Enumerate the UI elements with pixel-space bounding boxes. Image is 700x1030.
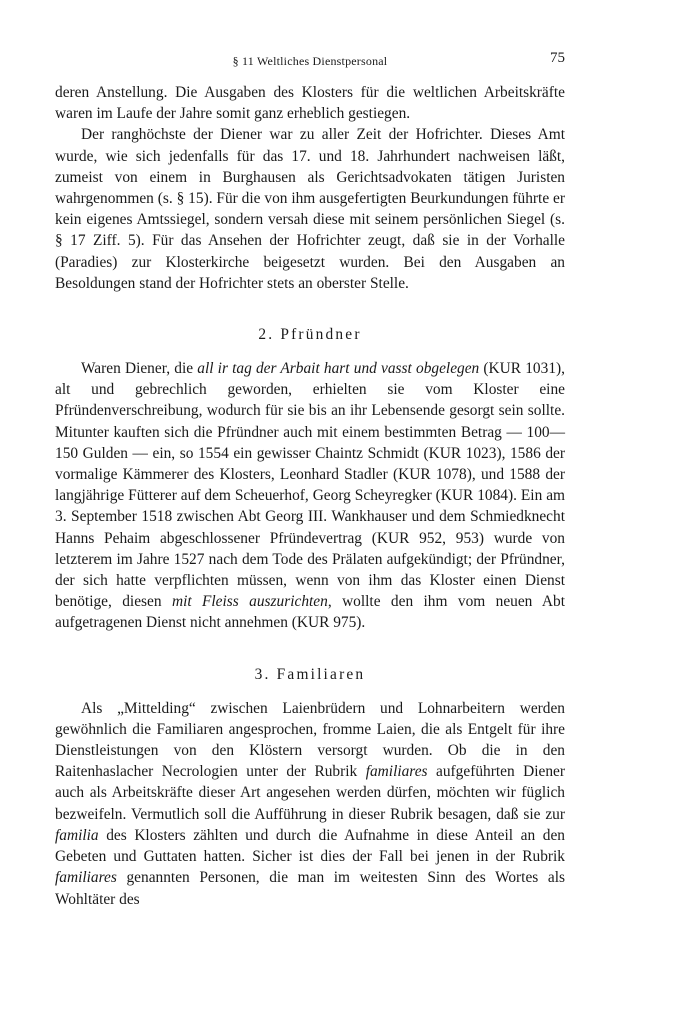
text-run: Waren Diener, die bbox=[81, 360, 198, 378]
running-title: § 11 Weltliches Dienstpersonal bbox=[232, 54, 388, 68]
section-heading-pfruendner: 2. Pfründner bbox=[258, 326, 362, 344]
text-run: , wollte den ihm vom neuen Abt aufgetragenen Dienst nicht annehmen (KUR 975). bbox=[55, 593, 565, 632]
page-header bbox=[55, 48, 565, 70]
paragraph-hofrichter: Der ranghöchste der Diener war zu aller Zeit der Hofrichter. Dieses Amt wurde, wie sich jedenfalls für das 17. und 18. Jahrhundert nachweisen läßt, zumeist von einem in Burghausen als Gerichtsadvokaten tätigen Juristen wahrgenommen (s. § 15). Für die von ihm ausgefertigten Beurkundungen führte er kein eigenes Amtssiegel, sondern versah diese mit seinem persönlichen Siegel (s. § 17 Ziff. 5). Für das Ansehen der Hofrichter zeugt, daß sie in der Vorhalle (Paradies) zur Klosterkirche beigesetzt wurden. Bei den Ausgaben an Besoldungen stand der Hofrichter stets an oberster Stelle. bbox=[55, 126, 565, 292]
book-page bbox=[55, 48, 565, 910]
text-run: Als „Mittelding“ zwischen Laienbrüdern und Lohnarbeitern werden gewöhnlich die Familiaren angesprochen, fromme Laien, die als Entgelt für ihre Dienstleistungen von den Klöstern versorgt wurden. Ob die in den Raitenhaslacher Necrologien unter der Rubrik bbox=[55, 699, 565, 781]
quoted-phrase: mit Fleiss auszurichten bbox=[171, 593, 328, 611]
latin-term: familiares bbox=[365, 763, 428, 781]
text-run: aufgeführten Diener auch als Arbeitskräfte dieser Art angesehen werden dürfen, möchten wir füglich bezweifeln. Vermutlich soll die Aufführung in dieser Rubrik besagen, daß sie zur bbox=[55, 763, 565, 823]
paragraph-familiaren bbox=[55, 698, 565, 910]
text-run: (KUR 1031), alt und gebrechlich geworden, erhielten sie vom Kloster eine Pfründenverschreibung, wodurch für sie bis an ihr Lebensende gesorgt sein sollte. Mitunter kauften sich die Pfründner auch mit einem bestimmten Betrag — 100—150 Gulden — ein, so 1554 ein gewisser Chaintz Schmidt (KUR 1023), 1586 der vormalige Kämmerer des Klosters, Leonhard Stadler (KUR 1078), und 1588 der langjährige Fütterer auf dem Scheuerhof, Georg Scheyregker (KUR 1084). Ein am 3. September 1518 zwischen Abt Georg III. Wankhauser und dem Schmiedknecht Hanns Pehaim abgeschlossener Pfründevertrag (KUR 952, 953) wurde von letzterem im Jahre 1527 nach dem Tode des Prälaten aufgekündigt; der Pfründner, der sich hatte verpflichten müssen, wenn von ihm das Kloster einen Dienst benötige, diesen bbox=[55, 360, 565, 611]
section-heading-familiaren: 3. Familiaren bbox=[254, 665, 366, 683]
paragraph-pfruendner bbox=[55, 358, 565, 634]
paragraph-continuation: deren Anstellung. Die Ausgaben des Klosters für die weltlichen Arbeitskräfte waren im Laufe der Jahre somit ganz erheblich gestiegen. bbox=[55, 84, 565, 123]
page-number: 75 bbox=[550, 50, 565, 66]
latin-term: familia bbox=[55, 826, 99, 844]
latin-term: familiares bbox=[55, 869, 117, 887]
text-run: genannten Personen, die man im weitesten Sinn des Wortes als Wohltäter des bbox=[55, 869, 565, 908]
text-run: des Klosters zählten und durch die Aufnahme in diese Anteil an den Gebeten und Guttaten hatten. Sicher ist dies der Fall bei jenen in der Rubrik bbox=[55, 826, 565, 866]
quoted-phrase: all ir tag der Arbait hart und vasst obgelegen bbox=[197, 360, 480, 378]
